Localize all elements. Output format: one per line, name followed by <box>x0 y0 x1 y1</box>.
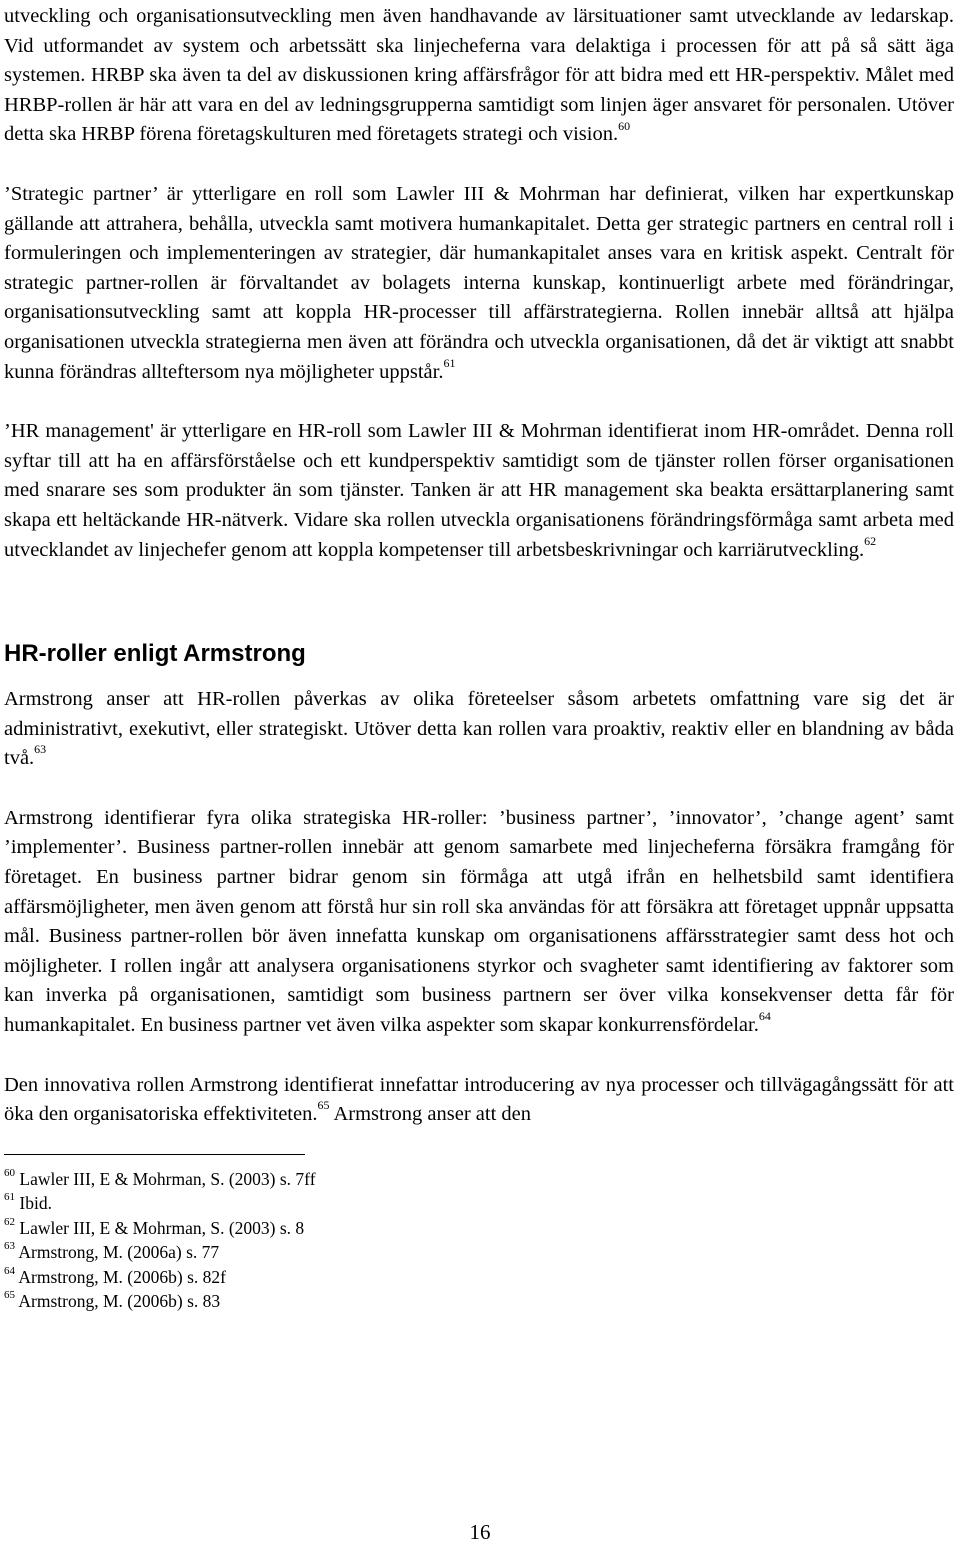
body-paragraph: Armstrong anser att HR-rollen påverkas av olika företeelser såsom arbetets omfattning vare sig det är administrativt, exekutivt, eller strategiskt. Utöver detta kan rollen vara proaktiv, reaktiv eller en blandning av båda två.$^{63}$ <box>4 688 954 770</box>
footnote-list <box>4 1167 954 1314</box>
body-paragraph: Den innovativa rollen Armstrong identifierat innefattar introducering av nya processer och tillvägagångssätt för att öka den organisatoriska effektiviteten.$^{65}$ Armstrong anser att den <box>4 1073 954 1126</box>
footnote-ref[interactable]: 60 <box>618 118 631 133</box>
page-number: 16 <box>469 1520 491 1544</box>
footnote-number: 60 <box>4 1166 15 1179</box>
footnote-divider <box>4 1154 305 1155</box>
footnote-item <box>4 1265 954 1290</box>
footnote-number: 65 <box>4 1289 15 1302</box>
footnote-text: Lawler III, E & Mohrman, S. (2003) s. 7ff <box>19 1168 316 1189</box>
footnote-text: Lawler III, E & Mohrman, S. (2003) s. 8 <box>19 1217 305 1238</box>
footnote-number: 64 <box>4 1264 15 1277</box>
body-paragraph: ’Strategic partner’ är ytterligare en roll som Lawler III & Mohrman har definierat, vilken har expertkunskap gällande att attrahera, behålla, utveckla samt motivera humankapitalet. Detta ger strategic partners en central roll i formuleringen och implementeringen av strategier, där humankapitalet anses vara en kritisk aspekt. Centralt för strategic partner-rollen är förvaltandet av bolagets interna kunskap, kontinuerligt arbete med förändringar, organisationsutveckling samt att koppla HR-processer till affärstrategierna. Rollen innebär alltså att hjälpa organisationen utveckla strategierna men även att förändra och utveckla organisationen, då det är viktigt att snabbt kunna förändras allteftersom nya möjligheter uppstår.$^{61}$ <box>4 182 954 383</box>
footnote-ref[interactable]: 65 <box>317 1098 330 1113</box>
footnote-text: Armstrong, M. (2006b) s. 83 <box>18 1291 221 1312</box>
footnote-number: 62 <box>4 1215 15 1228</box>
body-paragraph: utveckling och organisationsutveckling men även handhavande av lärsituationer samt utvecklande av ledarskap. Vid utformandet av system och arbetssätt ska linjecheferna vara delaktiga i processen för att på så sätt äga systemen. HRBP ska även ta del av diskussionen kring affärsfrågor för att bidra med ett HR-perspektiv. Målet med HRBP-rollen är här att vara en del av ledningsgrupperna samtidigt som linjen äger ansvaret för personalen. Utöver detta ska HRBP förena företagskulturen med företagets strategi och vision.$^{60}$ <box>4 5 954 146</box>
footnote-ref[interactable]: 64 <box>758 1009 771 1024</box>
footnote-ref[interactable]: 62 <box>864 533 877 548</box>
footnote-item <box>4 1289 954 1314</box>
footnote-item <box>4 1240 954 1265</box>
footnote-number: 63 <box>4 1240 15 1253</box>
footnote-item <box>4 1216 954 1241</box>
section-heading: HR-roller enligt Armstrong <box>4 640 306 668</box>
footnote-item <box>4 1167 954 1192</box>
body-paragraph: Armstrong identifierar fyra olika strategiska HR-roller: ’business partner’, ’innovator’, ’change agent’ samt ’implementer’. Business partner-rollen innebär att genom samarbete med linjecheferna försäkra framgång för företaget. En business partner bidrar genom sin förmåga att utgå ifrån en helhetsbild samt identifiera affärsmöjligheter, men även genom att förstå hur sin roll ska användas för att försäkra att företaget uppnår uppsatta mål. Business partner-rollen bör även innefatta kunskap om organisationens affärsstrategier samt dess hot och möjligheter. I rollen ingår att analysera organisationens styrkor och svagheter samt identifiering av faktorer som kan inverka på organisationen, samtidigt som business partnern ser över vilka konsekvenser detta får för humankapitalet. En business partner vet även vilka aspekter som skapar konkurrensfördelar.$^{64}$ <box>4 806 954 1037</box>
footnote-ref[interactable]: 61 <box>443 355 456 370</box>
footnote-number: 61 <box>4 1191 15 1204</box>
body-paragraph: ’HR management' är ytterligare en HR-roll som Lawler III & Mohrman identifierat inom HR-området. Denna roll syftar till att ha en affärsförståelse och ett kundperspektiv samtidigt som de tjänster rollen förser organisationen med snarare ses som produkter än som tjänster. Tanken är att HR management ska beakta ersättarplanering samt skapa ett heltäckande HR-nätverk. Vidare ska rollen utveckla organisationens förändringsförmåga samt arbeta med utvecklandet av linjechefer genom att koppla kompetenser till arbetsbeskrivningar och karriärutveckling.$^{62}$ <box>4 420 954 561</box>
footnote-text: Ibid. <box>19 1193 52 1214</box>
footnote-item <box>4 1191 954 1216</box>
footnote-ref[interactable]: 63 <box>34 742 47 757</box>
footnote-text: Armstrong, M. (2006b) s. 82f <box>18 1266 226 1287</box>
footnote-text: Armstrong, M. (2006a) s. 77 <box>18 1242 220 1263</box>
